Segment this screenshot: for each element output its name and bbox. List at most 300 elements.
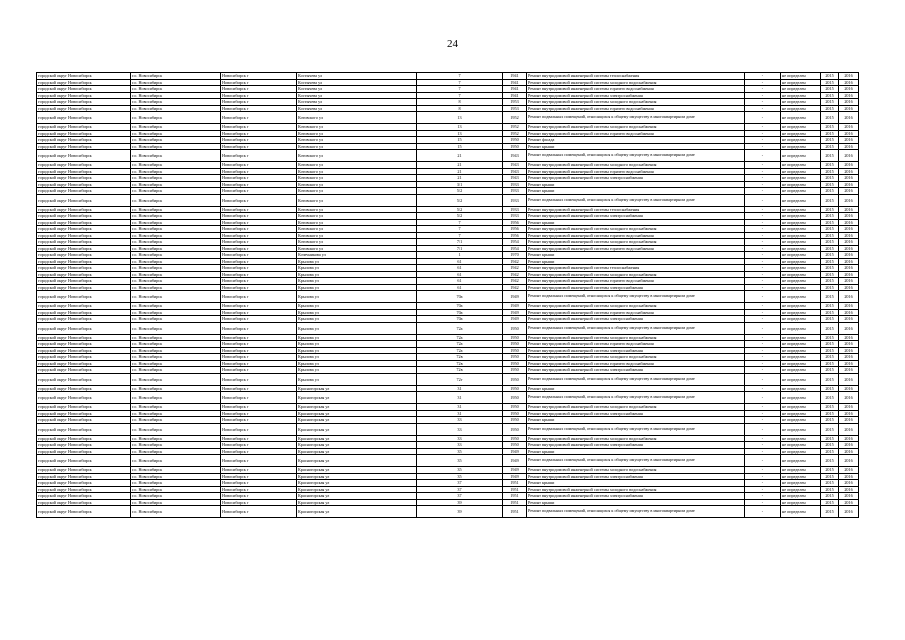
dash-cell: - (745, 373, 781, 385)
city-cell: Новосибирск г (221, 373, 297, 385)
year-cell: 1950 (503, 354, 527, 361)
city-cell: Новосибирск г (221, 137, 297, 144)
work-type-cell: Ремонт внутридомовой инженерной системы холодного водоснабжения (527, 435, 745, 442)
work-type-cell: Ремонт внутридомовой инженерной системы электроснабжения (527, 284, 745, 291)
house-cell: 72а (417, 334, 503, 341)
year-start-cell: 2015 (821, 86, 839, 93)
district-cell: городской округ Новосибирск (37, 258, 131, 265)
year-start-cell: 2015 (821, 360, 839, 367)
year-start-cell: 2015 (821, 493, 839, 500)
street-cell: Костычева ул (297, 99, 417, 106)
city-cell: Новосибирск г (221, 354, 297, 361)
street-cell: Котовского ул (297, 168, 417, 175)
work-type-cell: Ремонт внутридомовой инженерной системы холодного водоснабжения (527, 79, 745, 86)
city-cell: Новосибирск г (221, 219, 297, 226)
year-end-cell: 2016 (839, 219, 859, 226)
settlement-cell: г.о. Новосибирск (131, 105, 221, 112)
settlement-cell: г.о. Новосибирск (131, 99, 221, 106)
year-start-cell: 2015 (821, 150, 839, 162)
year-end-cell: 2016 (839, 404, 859, 411)
settlement-cell: г.о. Новосибирск (131, 493, 221, 500)
status-cell: не определен (781, 265, 821, 272)
year-end-cell: 2016 (839, 455, 859, 467)
dash-cell: - (745, 86, 781, 93)
house-cell: 72г (417, 373, 503, 385)
status-cell: не определен (781, 239, 821, 246)
city-cell: Новосибирск г (221, 322, 297, 334)
street-cell: Костычева ул (297, 105, 417, 112)
year-end-cell: 2016 (839, 392, 859, 404)
year-end-cell: 2016 (839, 373, 859, 385)
district-cell: городской округ Новосибирск (37, 385, 131, 392)
table-row (37, 373, 859, 385)
dash-cell: - (745, 360, 781, 367)
table-row (37, 150, 859, 162)
street-cell: Котовского ул (297, 124, 417, 131)
year-end-cell: 2016 (839, 150, 859, 162)
year-start-cell: 2015 (821, 265, 839, 272)
house-cell: 5/2 (417, 194, 503, 206)
settlement-cell: г.о. Новосибирск (131, 79, 221, 86)
status-cell: не определен (781, 79, 821, 86)
work-type-cell: Ремонт крыши (527, 480, 745, 487)
street-cell: Крылова ул (297, 278, 417, 285)
work-type-cell: Ремонт внутридомовой инженерной системы горячего водоснабжения (527, 130, 745, 137)
house-cell: 21 (417, 150, 503, 162)
table-row (37, 506, 859, 518)
house-cell: 7 (417, 226, 503, 233)
street-cell: Котовского ул (297, 219, 417, 226)
dash-cell: - (745, 143, 781, 150)
year-cell: 1952 (503, 112, 527, 124)
settlement-cell: г.о. Новосибирск (131, 417, 221, 424)
year-end-cell: 2016 (839, 232, 859, 239)
district-cell: городской округ Новосибирск (37, 322, 131, 334)
house-cell: 61 (417, 258, 503, 265)
district-cell: городской округ Новосибирск (37, 143, 131, 150)
work-type-cell: Ремонт внутридомовой инженерной системы электроснабжения (527, 347, 745, 354)
year-end-cell: 2016 (839, 354, 859, 361)
year-end-cell: 2016 (839, 105, 859, 112)
year-cell: 1953 (503, 105, 527, 112)
city-cell: Новосибирск г (221, 258, 297, 265)
status-cell: не определен (781, 360, 821, 367)
year-start-cell: 2015 (821, 455, 839, 467)
dash-cell: - (745, 322, 781, 334)
district-cell: городской округ Новосибирск (37, 219, 131, 226)
city-cell: Новосибирск г (221, 423, 297, 435)
dash-cell: - (745, 417, 781, 424)
year-cell: 1950 (503, 322, 527, 334)
street-cell: Котовского ул (297, 232, 417, 239)
city-cell: Новосибирск г (221, 347, 297, 354)
year-cell: 1943 (503, 168, 527, 175)
status-cell: не определен (781, 499, 821, 506)
city-cell: Новосибирск г (221, 480, 297, 487)
house-cell: 35 (417, 448, 503, 455)
settlement-cell: г.о. Новосибирск (131, 194, 221, 206)
house-cell: 72а (417, 347, 503, 354)
house-cell: 5/2 (417, 213, 503, 220)
year-end-cell: 2016 (839, 143, 859, 150)
house-cell: 7 (417, 86, 503, 93)
work-type-cell: Ремонт внутридомовой инженерной системы электроснабжения (527, 367, 745, 374)
year-start-cell: 2015 (821, 112, 839, 124)
status-cell: не определен (781, 284, 821, 291)
year-cell: 1951 (503, 493, 527, 500)
street-cell: Котовского ул (297, 213, 417, 220)
dash-cell: - (745, 188, 781, 195)
city-cell: Новосибирск г (221, 284, 297, 291)
year-start-cell: 2015 (821, 124, 839, 131)
dash-cell: - (745, 245, 781, 252)
dash-cell: - (745, 92, 781, 99)
house-cell: 70а (417, 316, 503, 323)
settlement-cell: г.о. Новосибирск (131, 232, 221, 239)
street-cell: Красногорская ул (297, 467, 417, 474)
district-cell: городской округ Новосибирск (37, 92, 131, 99)
status-cell: не определен (781, 303, 821, 310)
status-cell: не определен (781, 143, 821, 150)
city-cell: Новосибирск г (221, 265, 297, 272)
year-cell: 1933 (503, 206, 527, 213)
work-type-cell: Ремонт крыши (527, 499, 745, 506)
street-cell: Красногорская ул (297, 493, 417, 500)
street-cell: Крылова ул (297, 309, 417, 316)
page-number: 24 (447, 38, 458, 50)
street-cell: Крылова ул (297, 360, 417, 367)
year-end-cell: 2016 (839, 347, 859, 354)
dash-cell: - (745, 226, 781, 233)
year-start-cell: 2015 (821, 278, 839, 285)
settlement-cell: г.о. Новосибирск (131, 219, 221, 226)
city-cell: Новосибирск г (221, 493, 297, 500)
status-cell: не определен (781, 448, 821, 455)
work-type-cell: Ремонт внутридомовой инженерной системы холодного водоснабжения (527, 334, 745, 341)
district-cell: городской округ Новосибирск (37, 435, 131, 442)
district-cell: городской округ Новосибирск (37, 252, 131, 259)
status-cell: не определен (781, 181, 821, 188)
city-cell: Новосибирск г (221, 316, 297, 323)
city-cell: Новосибирск г (221, 245, 297, 252)
settlement-cell: г.о. Новосибирск (131, 188, 221, 195)
year-end-cell: 2016 (839, 162, 859, 169)
settlement-cell: г.о. Новосибирск (131, 373, 221, 385)
status-cell: не определен (781, 367, 821, 374)
dash-cell: - (745, 284, 781, 291)
city-cell: Новосибирск г (221, 232, 297, 239)
district-cell: городской округ Новосибирск (37, 291, 131, 303)
house-cell: 7 (417, 232, 503, 239)
work-type-cell: Ремонт крыши (527, 258, 745, 265)
district-cell: городской округ Новосибирск (37, 373, 131, 385)
year-end-cell: 2016 (839, 360, 859, 367)
status-cell: не определен (781, 252, 821, 259)
year-end-cell: 2016 (839, 130, 859, 137)
city-cell: Новосибирск г (221, 506, 297, 518)
settlement-cell: г.о. Новосибирск (131, 410, 221, 417)
house-cell: 15 (417, 143, 503, 150)
dash-cell: - (745, 99, 781, 106)
dash-cell: - (745, 480, 781, 487)
year-end-cell: 2016 (839, 448, 859, 455)
year-end-cell: 2016 (839, 73, 859, 80)
year-cell: 1941 (503, 73, 527, 80)
street-cell: Котовского ул (297, 112, 417, 124)
street-cell: Красногорская ул (297, 499, 417, 506)
dash-cell: - (745, 271, 781, 278)
status-cell: не определен (781, 258, 821, 265)
settlement-cell: г.о. Новосибирск (131, 499, 221, 506)
house-cell: 33 (417, 435, 503, 442)
settlement-cell: г.о. Новосибирск (131, 213, 221, 220)
district-cell: городской округ Новосибирск (37, 213, 131, 220)
settlement-cell: г.о. Новосибирск (131, 334, 221, 341)
work-type-cell: Ремонт внутридомовой инженерной системы холодного водоснабжения (527, 486, 745, 493)
dash-cell: - (745, 493, 781, 500)
settlement-cell: г.о. Новосибирск (131, 303, 221, 310)
status-cell: не определен (781, 271, 821, 278)
work-type-cell: Ремонт внутридомовой инженерной системы горячего водоснабжения (527, 309, 745, 316)
status-cell: не определен (781, 347, 821, 354)
year-start-cell: 2015 (821, 322, 839, 334)
year-end-cell: 2016 (839, 86, 859, 93)
street-cell: Крылова ул (297, 373, 417, 385)
settlement-cell: г.о. Новосибирск (131, 455, 221, 467)
year-cell: 1956 (503, 226, 527, 233)
status-cell: не определен (781, 493, 821, 500)
year-start-cell: 2015 (821, 303, 839, 310)
dash-cell: - (745, 124, 781, 131)
city-cell: Новосибирск г (221, 112, 297, 124)
settlement-cell: г.о. Новосибирск (131, 385, 221, 392)
year-cell: 1949 (503, 455, 527, 467)
dash-cell: - (745, 162, 781, 169)
year-start-cell: 2015 (821, 435, 839, 442)
work-type-cell: Ремонт внутридомовой инженерной системы холодного водоснабжения (527, 354, 745, 361)
year-cell: 1954 (503, 239, 527, 246)
street-cell: Котовского ул (297, 143, 417, 150)
dash-cell: - (745, 252, 781, 259)
house-cell: 7 (417, 92, 503, 99)
capital-repair-table (36, 72, 859, 518)
work-type-cell: Ремонт внутридомовой инженерной системы холодного водоснабжения (527, 162, 745, 169)
work-type-cell: Ремонт внутридомовой инженерной системы электроснабжения (527, 316, 745, 323)
work-type-cell: Ремонт внутридомовой инженерной системы горячего водоснабжения (527, 105, 745, 112)
status-cell: не определен (781, 168, 821, 175)
status-cell: не определен (781, 341, 821, 348)
district-cell: городской округ Новосибирск (37, 334, 131, 341)
status-cell: не определен (781, 435, 821, 442)
year-start-cell: 2015 (821, 316, 839, 323)
status-cell: не определен (781, 473, 821, 480)
work-type-cell: Ремонт внутридомовой инженерной системы горячего водоснабжения (527, 86, 745, 93)
year-cell: 1953 (503, 99, 527, 106)
status-cell: не определен (781, 150, 821, 162)
year-cell: 1950 (503, 360, 527, 367)
street-cell: Крылова ул (297, 354, 417, 361)
year-start-cell: 2015 (821, 442, 839, 449)
house-cell: 35 (417, 467, 503, 474)
status-cell: не определен (781, 175, 821, 182)
year-end-cell: 2016 (839, 258, 859, 265)
year-start-cell: 2015 (821, 309, 839, 316)
settlement-cell: г.о. Новосибирск (131, 150, 221, 162)
dash-cell: - (745, 73, 781, 80)
year-end-cell: 2016 (839, 506, 859, 518)
work-type-cell: Ремонт фасада (527, 137, 745, 144)
district-cell: городской округ Новосибирск (37, 455, 131, 467)
work-type-cell: Ремонт внутридомовой инженерной системы горячего водоснабжения (527, 278, 745, 285)
work-type-cell: Ремонт внутридомовой инженерной системы холодного водоснабжения (527, 99, 745, 106)
year-start-cell: 2015 (821, 245, 839, 252)
settlement-cell: г.о. Новосибирск (131, 137, 221, 144)
year-cell: 1956 (503, 232, 527, 239)
dash-cell: - (745, 239, 781, 246)
year-start-cell: 2015 (821, 219, 839, 226)
dash-cell: - (745, 385, 781, 392)
status-cell: не определен (781, 392, 821, 404)
work-type-cell: Ремонт внутридомовой инженерной системы холодного водоснабжения (527, 226, 745, 233)
street-cell: Котовского ул (297, 175, 417, 182)
year-cell: 1933 (503, 194, 527, 206)
street-cell: Красногорская ул (297, 473, 417, 480)
city-cell: Новосибирск г (221, 309, 297, 316)
city-cell: Новосибирск г (221, 181, 297, 188)
city-cell: Новосибирск г (221, 392, 297, 404)
street-cell: Костычева ул (297, 92, 417, 99)
year-end-cell: 2016 (839, 385, 859, 392)
work-type-cell: Ремонт подвальных помещений, относящихся к общему имуществу в многоквартирном доме (527, 112, 745, 124)
dash-cell: - (745, 265, 781, 272)
district-cell: городской округ Новосибирск (37, 493, 131, 500)
work-type-cell: Ремонт внутридомовой инженерной системы горячего водоснабжения (527, 360, 745, 367)
city-cell: Новосибирск г (221, 367, 297, 374)
year-cell: 1933 (503, 213, 527, 220)
year-cell: 1950 (503, 143, 527, 150)
house-cell: 7/1 (417, 245, 503, 252)
dash-cell: - (745, 278, 781, 285)
house-cell: 7/1 (417, 239, 503, 246)
district-cell: городской округ Новосибирск (37, 278, 131, 285)
dash-cell: - (745, 258, 781, 265)
work-type-cell: Ремонт внутридомовой инженерной системы горячего водоснабжения (527, 245, 745, 252)
work-type-cell: Ремонт подвальных помещений, относящихся к общему имуществу в многоквартирном доме (527, 150, 745, 162)
status-cell: не определен (781, 213, 821, 220)
street-cell: Крылова ул (297, 322, 417, 334)
year-start-cell: 2015 (821, 73, 839, 80)
house-cell: 5/2 (417, 188, 503, 195)
table-row (37, 423, 859, 435)
dash-cell: - (745, 181, 781, 188)
district-cell: городской округ Новосибирск (37, 442, 131, 449)
city-cell: Новосибирск г (221, 73, 297, 80)
year-end-cell: 2016 (839, 252, 859, 259)
year-cell: 1949 (503, 467, 527, 474)
city-cell: Новосибирск г (221, 410, 297, 417)
city-cell: Новосибирск г (221, 404, 297, 411)
street-cell: Крылова ул (297, 291, 417, 303)
year-cell: 1943 (503, 175, 527, 182)
district-cell: городской округ Новосибирск (37, 124, 131, 131)
year-start-cell: 2015 (821, 410, 839, 417)
district-cell: городской округ Новосибирск (37, 417, 131, 424)
year-cell: 1941 (503, 92, 527, 99)
city-cell: Новосибирск г (221, 467, 297, 474)
street-cell: Крылова ул (297, 334, 417, 341)
house-cell: 3/1 (417, 181, 503, 188)
settlement-cell: г.о. Новосибирск (131, 86, 221, 93)
city-cell: Новосибирск г (221, 303, 297, 310)
house-cell: 39 (417, 506, 503, 518)
year-end-cell: 2016 (839, 239, 859, 246)
year-cell: 1942 (503, 258, 527, 265)
city-cell: Новосибирск г (221, 226, 297, 233)
year-cell: 1941 (503, 86, 527, 93)
year-end-cell: 2016 (839, 79, 859, 86)
settlement-cell: г.о. Новосибирск (131, 309, 221, 316)
city-cell: Новосибирск г (221, 143, 297, 150)
settlement-cell: г.о. Новосибирск (131, 435, 221, 442)
dash-cell: - (745, 341, 781, 348)
year-start-cell: 2015 (821, 206, 839, 213)
work-type-cell: Ремонт внутридомовой инженерной системы электроснабжения (527, 410, 745, 417)
status-cell: не определен (781, 410, 821, 417)
street-cell: Красногорская ул (297, 480, 417, 487)
year-end-cell: 2016 (839, 99, 859, 106)
settlement-cell: г.о. Новосибирск (131, 392, 221, 404)
year-end-cell: 2016 (839, 303, 859, 310)
year-cell: 1942 (503, 284, 527, 291)
city-cell: Новосибирск г (221, 194, 297, 206)
dash-cell: - (745, 105, 781, 112)
district-cell: городской округ Новосибирск (37, 168, 131, 175)
dash-cell: - (745, 137, 781, 144)
city-cell: Новосибирск г (221, 360, 297, 367)
work-type-cell: Ремонт подвальных помещений, относящихся к общему имуществу в многоквартирном доме (527, 423, 745, 435)
year-end-cell: 2016 (839, 181, 859, 188)
status-cell: не определен (781, 322, 821, 334)
district-cell: городской округ Новосибирск (37, 506, 131, 518)
district-cell: городской округ Новосибирск (37, 181, 131, 188)
year-end-cell: 2016 (839, 309, 859, 316)
street-cell: Красногорская ул (297, 455, 417, 467)
status-cell: не определен (781, 226, 821, 233)
district-cell: городской округ Новосибирск (37, 130, 131, 137)
house-cell: 31 (417, 404, 503, 411)
status-cell: не определен (781, 291, 821, 303)
district-cell: городской округ Новосибирск (37, 79, 131, 86)
dash-cell: - (745, 175, 781, 182)
year-cell: 1949 (503, 309, 527, 316)
district-cell: городской округ Новосибирск (37, 303, 131, 310)
work-type-cell: Ремонт внутридомовой инженерной системы электроснабжения (527, 493, 745, 500)
house-cell: 61 (417, 271, 503, 278)
street-cell: Крылова ул (297, 341, 417, 348)
street-cell: Красногорская ул (297, 448, 417, 455)
district-cell: городской округ Новосибирск (37, 360, 131, 367)
house-cell: 31 (417, 410, 503, 417)
status-cell: не определен (781, 219, 821, 226)
street-cell: Котовского ул (297, 226, 417, 233)
house-cell: 37 (417, 493, 503, 500)
status-cell: не определен (781, 245, 821, 252)
year-start-cell: 2015 (821, 291, 839, 303)
city-cell: Новосибирск г (221, 130, 297, 137)
street-cell: Котовского ул (297, 194, 417, 206)
street-cell: Красногорская ул (297, 442, 417, 449)
city-cell: Новосибирск г (221, 105, 297, 112)
